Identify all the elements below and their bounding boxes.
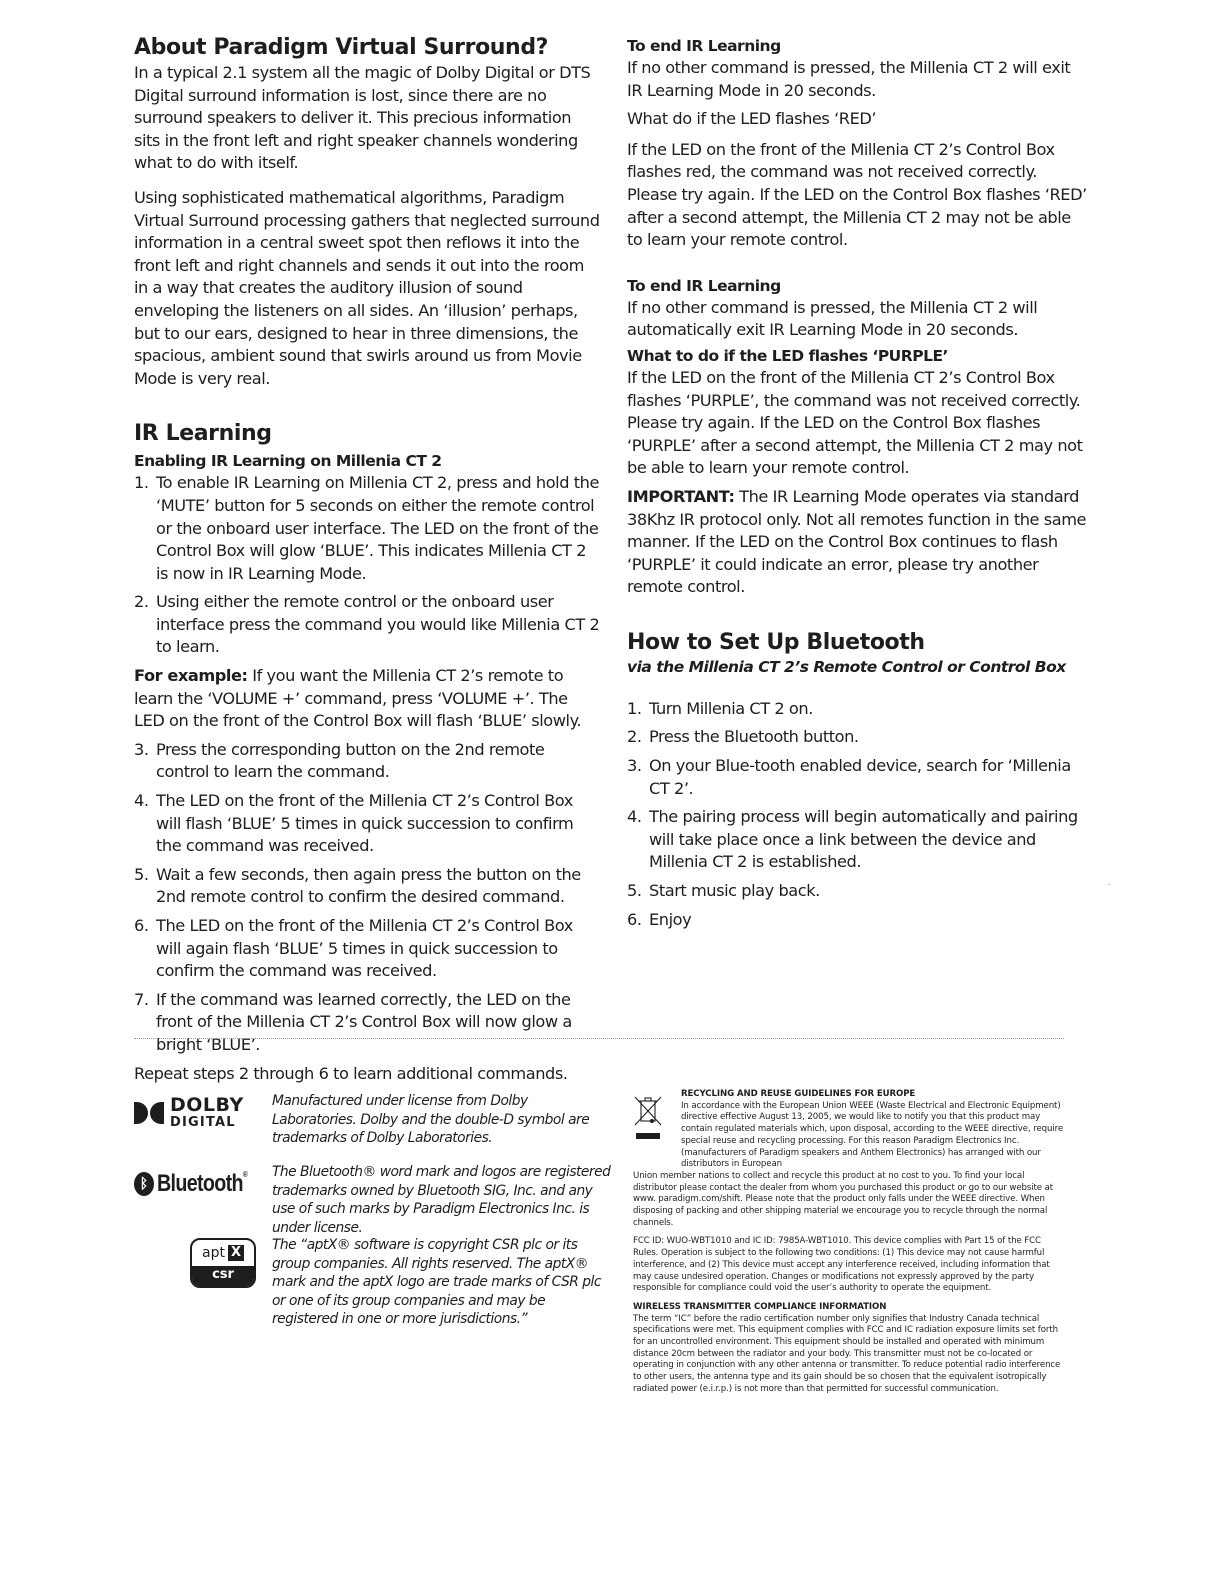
recycling-heading: RECYCLING AND REUSE GUIDELINES FOR EUROPE: [681, 1089, 916, 1099]
list-item: [627, 806, 1089, 874]
aptx-x-icon: X: [228, 1245, 244, 1261]
ir-learning-section: [134, 420, 600, 1085]
step-number: 1.: [627, 698, 642, 718]
list-item: [134, 472, 600, 585]
list-item: [627, 698, 1089, 721]
bluetooth-trademark: [134, 1163, 612, 1237]
scan-speck: [1108, 884, 1110, 885]
list-item: [134, 591, 600, 659]
step-text: Start music play back.: [649, 881, 820, 901]
bluetooth-icon: ᛒ: [134, 1172, 154, 1196]
example-paragraph: [134, 665, 600, 733]
recycling-text-indented: In accordance with the European Union WEEE (Waste Electrical and Electronic Equipment) directive effective August 13, 2005, we would like to notify you that this product may contain regulated materials which, upon disposal, according to the WEEE directive, require special reuse and recycling processing. For this reason Paradigm Electronics Inc. (manufacturers of Paradigm speakers and Anthem Electronics) has arranged with our distributors in European: [681, 1100, 1064, 1170]
list-item: [134, 739, 600, 784]
about-paragraph-2: Using sophisticated mathematical algorithms, Paradigm Virtual Surround processing gathers that neglected surround information in a central sweet spot then reflows it into the front left and right channels and sends it out into the room in a way that creates the auditory illusion of sound enveloping the listeners on all sides. An ‘illusion’ perhaps, but to our ears, designed to hear in three dimensions, the spacious, ambient sound that swirls around us from Movie Mode is very real.: [134, 187, 600, 388]
step-number: 2.: [134, 592, 149, 612]
step-text: To enable IR Learning on Millenia CT 2, press and hold the ‘MUTE’ button for 5 seconds on either the remote control or the onboard user interface. The LED on the front of the Control Box will glow ‘BLUE’. This indicates Millenia CT 2 is now in IR Learning Mode.: [156, 473, 599, 583]
step-number: 5.: [134, 864, 149, 884]
list-item: [627, 880, 1089, 903]
section-divider: [134, 1038, 1064, 1039]
recycling-text: Union member nations to collect and recycle this product at no cost to you. To find your local distributor please contact the dealer from whom you purchased this product or go to our website at www. paradigm.com/shift. Please note that the product only falls under the WEEE directive. When disposing of packing and other shipping material we encourage you to recycle through the normal channels.: [633, 1170, 1054, 1228]
step-text: Press the Bluetooth button.: [649, 727, 859, 747]
step-text: Wait a few seconds, then again press the button on the 2nd remote control to confirm the desired command.: [156, 864, 581, 907]
list-item: [134, 989, 600, 1057]
red-led-title: What do if the LED flashes ‘RED’: [627, 109, 877, 129]
aptx-logo-word: apt: [202, 1245, 225, 1261]
recycling-section: [633, 1089, 1065, 1229]
step-number: 1.: [134, 473, 149, 493]
step-text: The LED on the front of the Millenia CT 2’s Control Box will flash ‘BLUE’ 5 times in quick succession to confirm the command was received.: [156, 791, 574, 856]
red-led-section: [627, 108, 1089, 252]
compliance-block: [633, 1089, 1065, 1403]
step-number: 2.: [627, 727, 642, 747]
aptx-trademark-text: The “aptX® software is copyright CSR plc or its group companies. All rights reserved. The aptX® mark and the aptX logo are trade marks of CSR plc or one of its group companies and may be registered in one or more jurisdictions.”: [272, 1237, 601, 1327]
step-number: 5.: [627, 881, 642, 901]
right-column: [627, 36, 1089, 937]
step-text: Enjoy: [649, 909, 692, 929]
dolby-trademark-text: Manufactured under license from Dolby Laboratories. Dolby and the double-D symbol are trademarks of Dolby Laboratories.: [272, 1093, 590, 1146]
ir-steps-list-b: [134, 739, 600, 1057]
bluetooth-logo-word: Bluetooth®: [157, 1170, 248, 1197]
important-lead: IMPORTANT:: [627, 486, 735, 506]
fcc-text: FCC ID: WUO-WBT1010 and IC ID: 7985A-WBT1010. This device complies with Part 15 of the FCC Rules. Operation is subject to the following two conditions: (1) This device may not cause harmful interference, and (2) This device must accept any interference received, including information that may cause undesired operation. Changes or modifications not expressly approved by the party responsible for compliance could void the user’s authority to operate the equipment.: [633, 1236, 1050, 1294]
fcc-section: [633, 1236, 1065, 1295]
step-number: 3.: [134, 739, 149, 759]
step-number: 7.: [134, 989, 149, 1009]
dolby-logo-word: DOLBY: [170, 1094, 244, 1116]
bluetooth-setup-section: [627, 629, 1089, 931]
ir-learning-subtitle: Enabling IR Learning on Millenia CT 2: [134, 452, 442, 471]
repeat-note: Repeat steps 2 through 6 to learn additional commands.: [134, 1063, 568, 1083]
step-text: The LED on the front of the Millenia CT 2’s Control Box will again flash ‘BLUE’ 5 times in quick succession to confirm the command was received.: [156, 916, 573, 981]
end-ir-learning-section-1: [627, 36, 1089, 102]
list-item: [627, 755, 1089, 800]
list-item: [627, 726, 1089, 749]
end-ir-text-2: If no other command is pressed, the Millenia CT 2 will automatically exit IR Learning Mode in 20 seconds.: [627, 297, 1038, 340]
bluetooth-steps-list: [627, 698, 1089, 931]
about-virtual-surround-section: [134, 34, 600, 390]
weee-crossed-bin-icon: [633, 1093, 663, 1141]
purple-led-text: If the LED on the front of the Millenia CT 2’s Control Box flashes ‘PURPLE’, the command was not received correctly. Please try again. If the LED on the Control Box flashes ‘PURPLE’ after a second attempt, the Millenia CT 2 may not be able to learn your remote control.: [627, 367, 1083, 478]
example-lead: For example:: [134, 666, 248, 686]
about-paragraph-1: In a typical 2.1 system all the magic of Dolby Digital or DTS Digital surround information is lost, since there are no surround speakers to deliver it. This precious information sits in the front left and right speaker channels wondering what to do with itself.: [134, 63, 591, 173]
step-text: If the command was learned correctly, the LED on the front of the Millenia CT 2’s Control Box will now glow a bright ‘BLUE’.: [156, 989, 572, 1054]
ir-steps-list-a: [134, 472, 600, 659]
bluetooth-trademark-text: The Bluetooth® word mark and logos are registered trademarks owned by Bluetooth SIG, Inc. and any use of such marks by Paradigm Electronics Inc. is under license.: [272, 1164, 611, 1236]
wireless-text: The term “IC” before the radio certification number only signifies that Industry Canada technical specifications were met. This equipment complies with FCC and IC radiation exposure limits set forth for an uncontrolled environment. This equipment should be installed and operated with minimum distance 20cm between the radiator and your body. This transmitter must not be co-located or operating in conjunction with any other antenna or transmitter. To reduce potential radio interference to other users, the antenna type and its gain should be so chosen that the equivalent isotropically radiated power (e.i.r.p.) is not more than that permitted for successful communication.: [633, 1313, 1061, 1394]
about-title: About Paradigm Virtual Surround?: [134, 35, 549, 60]
bluetooth-logo: [134, 1163, 272, 1237]
bluetooth-title: How to Set Up Bluetooth: [627, 629, 925, 655]
step-text: Turn Millenia CT 2 on.: [649, 698, 813, 718]
aptx-csr-logo: [134, 1236, 272, 1329]
list-item: [134, 864, 600, 909]
end-ir-text-1: If no other command is pressed, the Millenia CT 2 will exit IR Learning Mode in 20 seconds.: [627, 58, 1071, 100]
step-text: Press the corresponding button on the 2nd remote control to learn the command.: [156, 739, 545, 782]
list-item: [134, 790, 600, 858]
dolby-trademark: [134, 1092, 612, 1148]
wireless-section: [633, 1302, 1065, 1396]
step-number: 6.: [134, 916, 149, 935]
csr-logo-word: csr: [192, 1266, 254, 1286]
wireless-heading: WIRELESS TRANSMITTER COMPLIANCE INFORMATION: [633, 1301, 887, 1312]
digital-logo-word: DIGITAL: [170, 1115, 236, 1130]
step-number: 3.: [627, 756, 642, 776]
step-text: Using either the remote control or the onboard user interface press the command you would like Millenia CT 2 to learn.: [156, 592, 600, 657]
purple-led-title: What to do if the LED flashes ‘PURPLE’: [627, 346, 948, 365]
red-led-text: If the LED on the front of the Millenia CT 2’s Control Box flashes red, the command was not received correctly. Please try again. If the LED on the Control Box flashes ‘RED’ after a second attempt, the Millenia CT 2 may not be able to learn your remote control.: [627, 139, 1087, 250]
step-number: 4.: [627, 807, 642, 827]
list-item: [627, 909, 1089, 932]
example-text: If you want the Millenia CT 2’s remote to learn the ‘VOLUME +’ command, press ‘VOLUME +’. The LED on the front of the Control Box will flash ‘BLUE’ slowly.: [134, 666, 582, 731]
step-number: 4.: [134, 791, 149, 811]
dolby-digital-logo: [134, 1092, 272, 1148]
list-item: [134, 915, 600, 983]
aptx-trademark: [134, 1236, 612, 1329]
step-number: 6.: [627, 909, 642, 929]
end-ir-title-1: To end IR Learning: [627, 37, 781, 55]
purple-led-section: [627, 346, 1089, 480]
important-text: The IR Learning Mode operates via standard 38Khz IR protocol only. Not all remotes function in the same manner. If the LED on the Control Box continues to flash ‘PURPLE’ it could indicate an error, please try another remote control.: [627, 486, 1087, 597]
end-ir-title-2: To end IR Learning: [627, 276, 781, 295]
double-d-icon: [134, 1102, 164, 1124]
step-text: The pairing process will begin automatically and pairing will take place once a link between the device and Millenia CT 2 is established.: [649, 807, 1078, 872]
left-column: [134, 34, 600, 1085]
ir-learning-title: IR Learning: [134, 421, 272, 447]
step-text: On your Blue-tooth enabled device, search for ‘Millenia CT 2’.: [649, 756, 1071, 798]
important-note: [627, 486, 1089, 599]
bluetooth-subtitle: via the Millenia CT 2’s Remote Control or Control Box: [627, 657, 1066, 676]
end-ir-learning-section-2: [627, 276, 1089, 342]
